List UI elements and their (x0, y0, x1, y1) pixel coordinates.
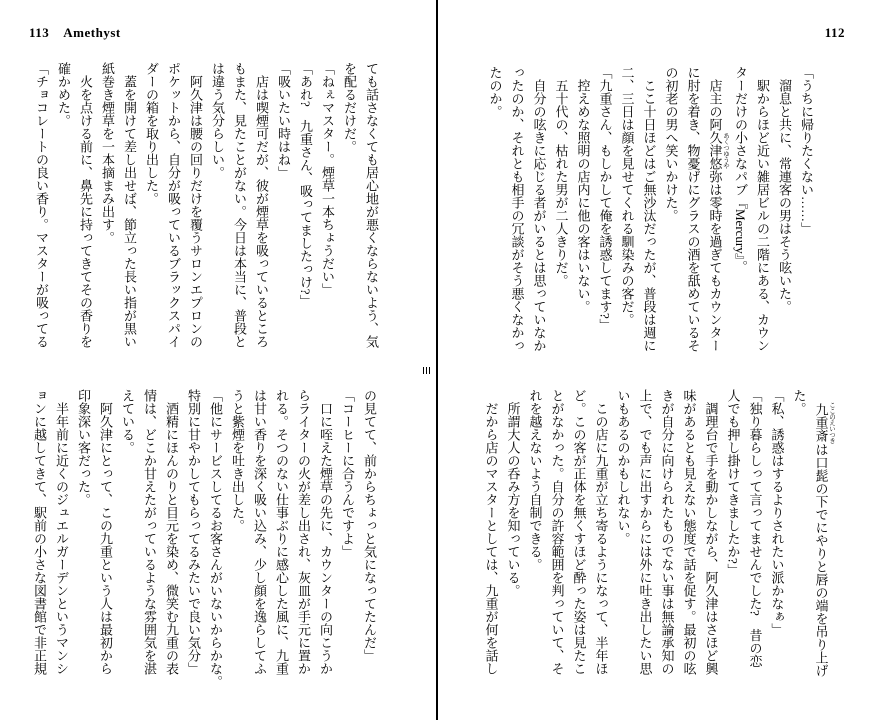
text-line: ョンに越してきて、駅前の小さな図書館で非正規 (32, 389, 47, 675)
text-line: とがなかった。自分の許容範囲を判っていて、そ (549, 389, 565, 675)
text-line: 「独り暮らしって言ってませんでした? 昔の恋 (747, 389, 763, 668)
text-line: に肘を着き、物憂げにグラスの酒を舐めているそ (685, 66, 701, 352)
text-line: 「吸いたい時はね」 (276, 62, 291, 179)
text-line: 紙巻き煙草を一本摘まみ出す。 (100, 62, 115, 244)
text-line: えている。 (120, 389, 135, 454)
text-line: 火を点ける前に、鼻先に持ってきてその香りを (78, 62, 93, 348)
page-112-upper-text (487, 66, 817, 354)
text-line: れを越えないよう自制できる。 (527, 389, 543, 571)
text-line: 駅からほど近い雑居ビルの二階にある、カウン (755, 66, 770, 352)
text-line: た。 (791, 389, 807, 415)
text-line: きが自分に向けられたものでない事は無論承知の (659, 389, 675, 675)
text-line: 人でも押し掛けてきましたか?」 (725, 389, 741, 577)
page-113-lower-text (28, 389, 380, 688)
text-line: 店主の阿久津悠弥 あくつゆうやは零時を過ぎてもカウンター (707, 66, 729, 352)
text-line: ここ十日ほどはご無沙汰だったが、普段は週に (641, 66, 657, 352)
text-line: 半年前に近くのジュエルガーデンというマンシ (54, 389, 69, 675)
text-line: もまた、見たことがない。今日は本当に、普段と (232, 62, 247, 348)
text-line: れる。そつのない仕事ぶりに感心した風に、九重 (274, 389, 289, 675)
text-line: 蓋を開けて差し出せば、節立った長い指が黒い (122, 62, 137, 348)
text-line: 五十代の、枯れた男が二人きりだ。 (553, 66, 569, 287)
text-line: 情は、どこか甘えたがっているような雰囲気を湛 (142, 389, 157, 675)
text-line: うと紫煙を吐き出した。 (230, 389, 245, 532)
text-line: 印象深い客だった。 (76, 389, 91, 506)
text-line: 調理台で手を動かしながら、阿久津はさほど興 (703, 389, 719, 675)
text-line: 「九重さん、もしかして俺を誘惑してます?」 (597, 66, 613, 332)
page-113-upper-text (30, 62, 382, 350)
text-line: 阿久津にとって、この九重という人は最初から (98, 389, 113, 675)
running-head-right (825, 25, 845, 41)
text-line: 九重斎 ここのえいつきは口髭の下でにやりと唇の端を吊り上げ (813, 401, 835, 677)
text-line: 阿久津は腰の回りだけを覆うサロンエプロンの (188, 62, 203, 348)
text-line: 「うちに帰りたくない……」 (799, 66, 814, 235)
text-line: の初老の男へ笑いかけた。 (663, 66, 679, 222)
text-line: ダーの箱を取り出した。 (144, 62, 159, 205)
spine-mark (423, 367, 432, 374)
page-number-113: 113 (29, 25, 50, 40)
text-line: たのか。 (487, 66, 503, 118)
text-line: らライターの火が差し出され、灰皿が手元に置か (296, 389, 311, 675)
text-line: ターだけの小さなパブ『Mercury』。 (733, 66, 748, 274)
text-line: 「私、誘惑はするよりされたい派かなぁ」 (769, 389, 785, 636)
text-line: 所謂大人の呑み方を知っている。 (505, 389, 521, 597)
text-line: ても話さなくても居心地が悪くならないよう、気 (364, 62, 379, 348)
text-line: 「チョコレートの良い香り。マスターが吸ってる (34, 62, 49, 348)
text-line: ったのか、それとも相手の冗談がそう悪くなかっ (509, 66, 525, 352)
text-line: 溜息と共に、常連客の男はそう呟いた。 (777, 66, 792, 313)
text-line: 「あれ? 九重さん、吸ってましたっけ?」 (298, 62, 313, 308)
text-line: 「他にサービスしてるお客さんがいないからかな。 (208, 389, 223, 688)
text-line: 「ねぇマスター。煙草一本ちょうだい」 (320, 62, 335, 296)
text-line: 確かめた。 (56, 62, 71, 127)
text-line: この店に九重が立ち寄るようになって、半年ほ (593, 389, 609, 675)
text-line: 味があるとも見えない態度で話を促す。最初の呟 (681, 389, 697, 675)
text-line: 口に咥えた煙草の先に、カウンターの向こうか (318, 389, 333, 675)
running-head-left (29, 25, 121, 41)
page-113[interactable] (0, 0, 436, 720)
chapter-title: Amethyst (63, 25, 121, 40)
text-line: 特別に甘やかしてもらってるみたいで良い気分」 (186, 389, 201, 675)
text-line: 酒精にほんのりと目元を染め、微笑む九重の表 (164, 389, 179, 675)
text-line: を配るだけだ。 (342, 62, 357, 153)
text-line: 上で、でも声に出すからには外に吐き出したい思 (637, 389, 653, 675)
text-line: は違う気分らしい。 (210, 62, 225, 179)
text-line: ど。この客が正体を無くすほど酔った姿は見たこ (571, 389, 587, 675)
text-line: 店は喫煙可だが、彼が煙草を吸っているところ (254, 62, 269, 348)
page-112-lower-text (483, 389, 835, 677)
page-number-112: 112 (824, 25, 845, 40)
text-line: の見てて、前からちょっと気になってたんだ」 (362, 389, 377, 662)
text-line: だから店のマスターとしては、九重が何を話し (483, 389, 499, 675)
text-line: いもあるのかもしれない。 (615, 389, 631, 545)
text-line: 控えめな照明の店内に他の客はいない。 (575, 66, 591, 313)
text-line: 自分の呟きに応じる者がいるとは思っていなか (531, 66, 547, 352)
page-112[interactable] (438, 0, 875, 720)
text-line: ポケットから、自分が吸っているブラックスパイ (166, 62, 181, 348)
text-line: は甘い香りを深く吸い込み、少し顔を逸らしてふ (252, 389, 267, 675)
text-line: 二、三日は顔を見せてくれる馴染みの客だ。 (619, 66, 635, 326)
text-line: 「コーヒーに合うんですよ」 (340, 389, 355, 558)
